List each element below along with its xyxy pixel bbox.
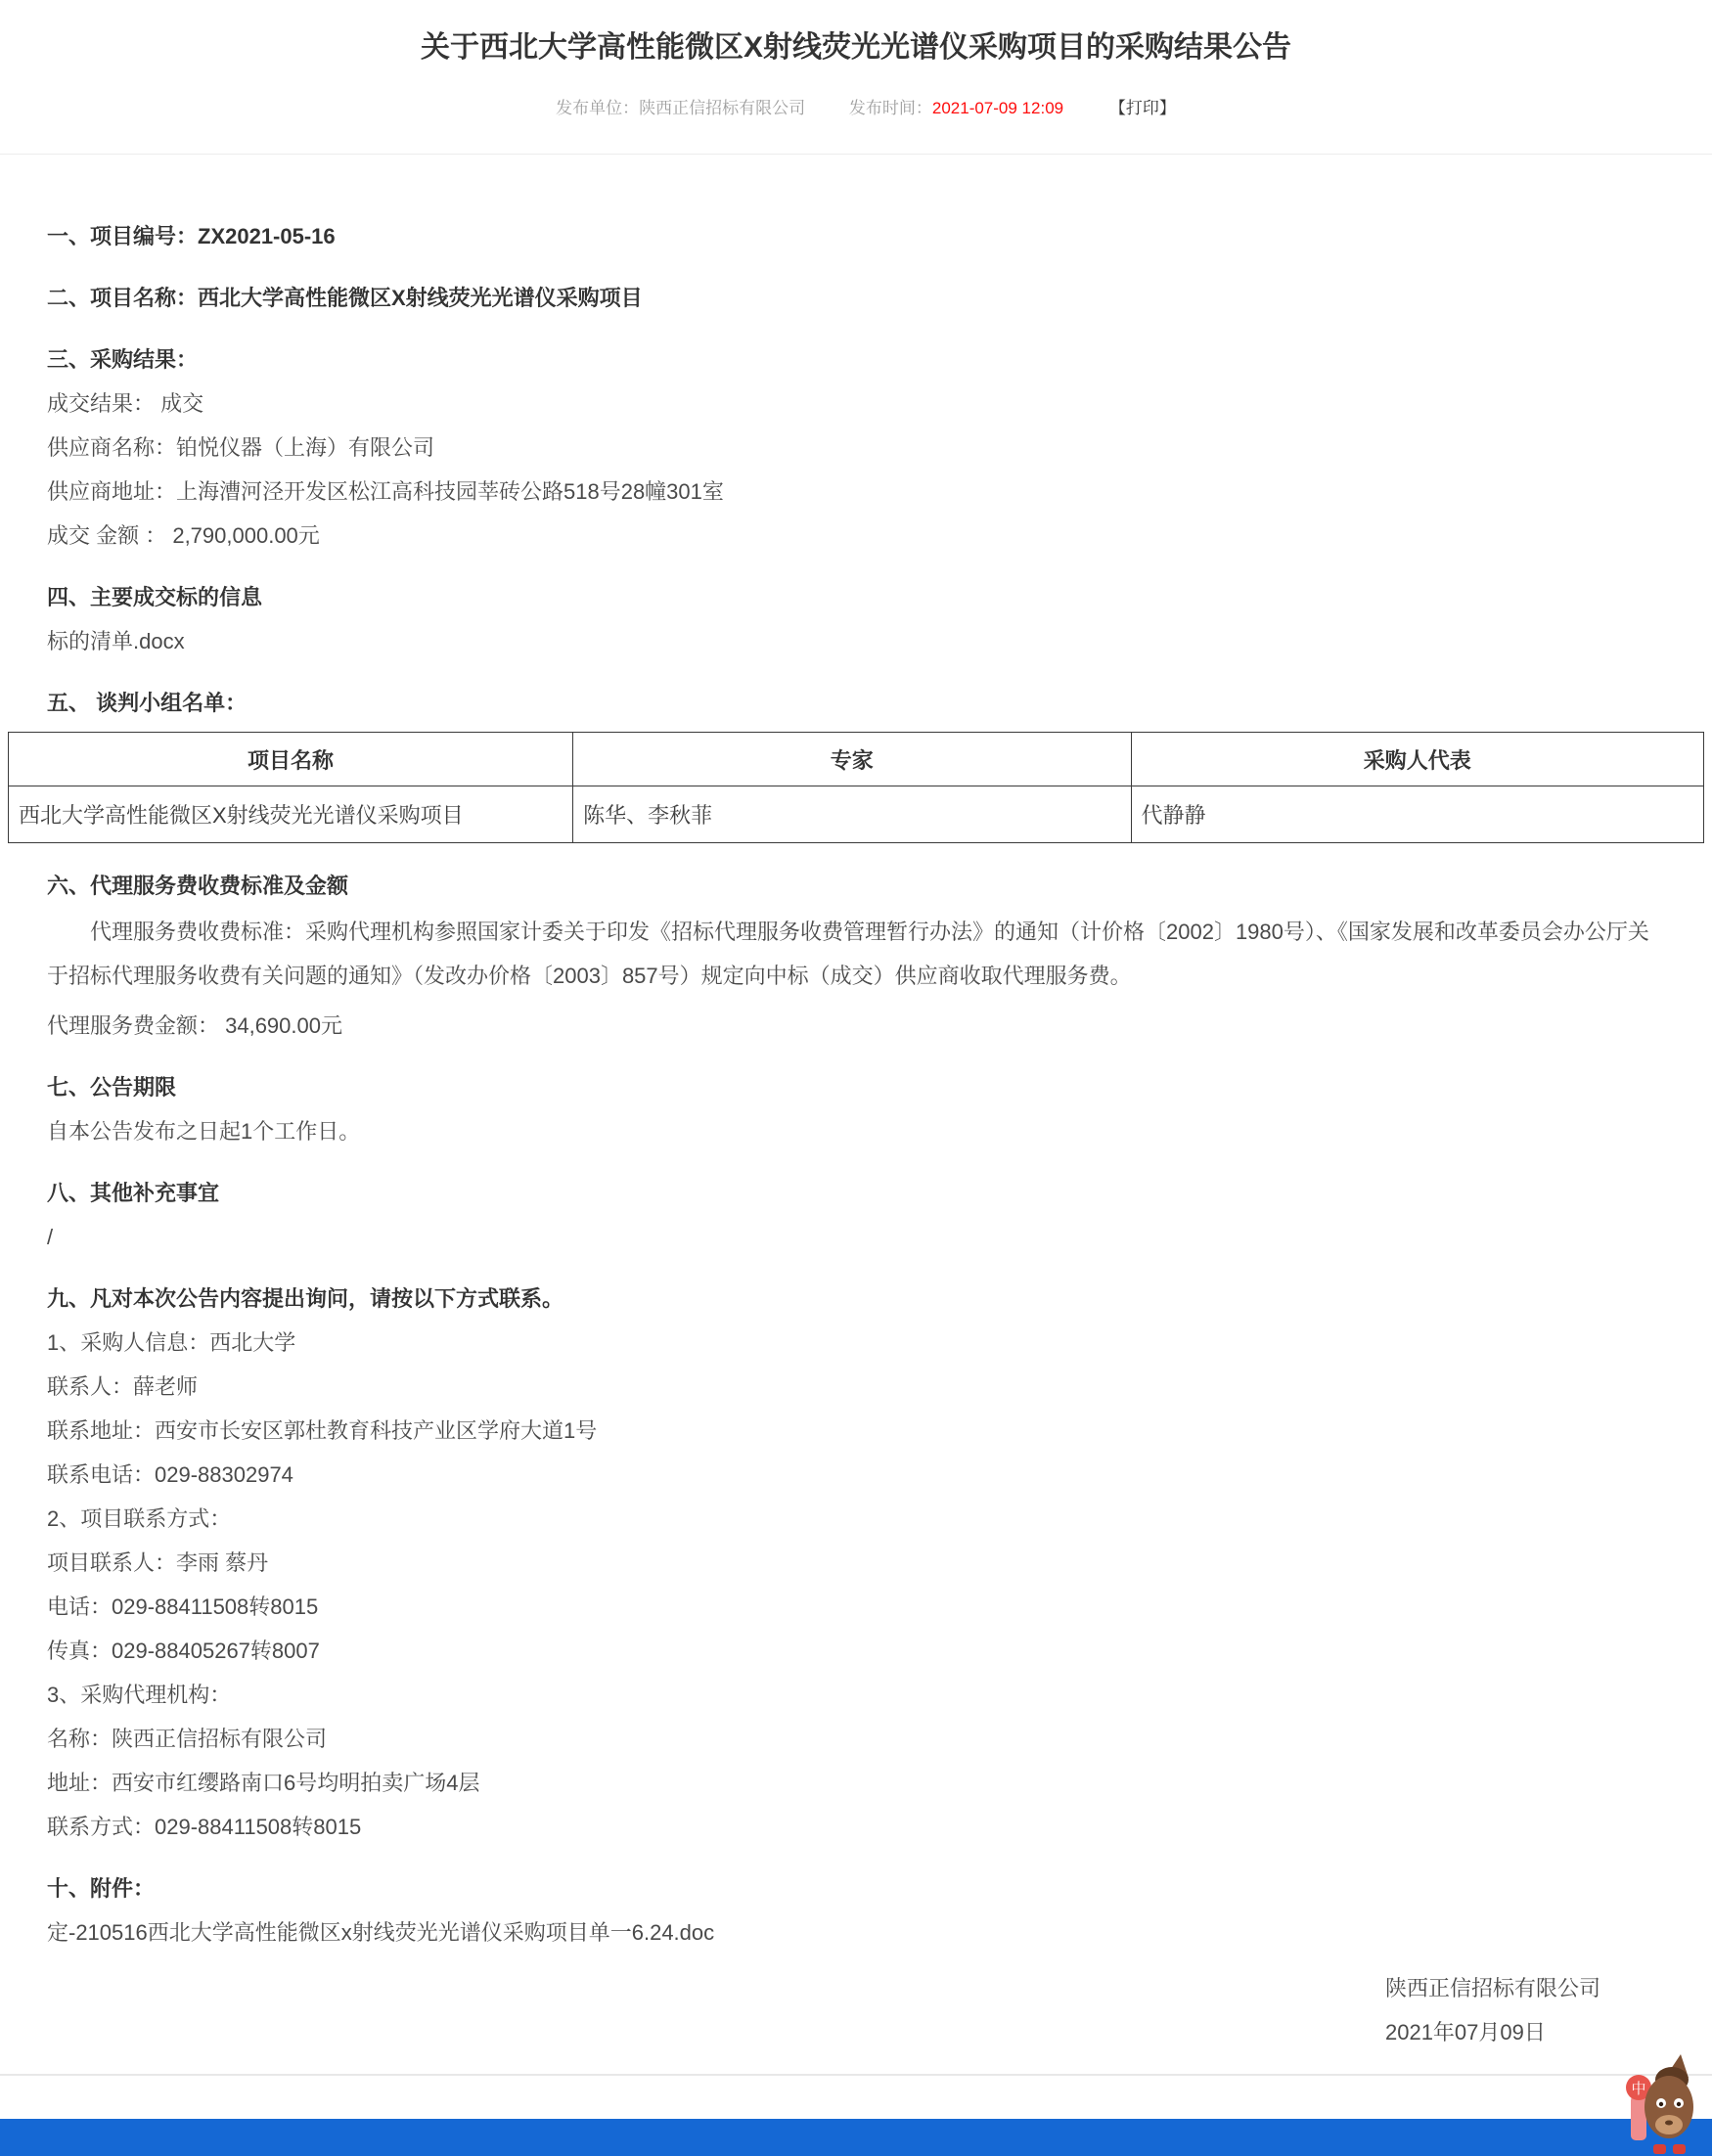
cell-experts: 陈华、李秋菲 bbox=[573, 786, 1131, 843]
publish-info-line bbox=[0, 94, 1712, 118]
page-header bbox=[0, 0, 1712, 155]
line-contact-person: 联系人：薛老师 bbox=[47, 1374, 199, 1399]
line-project-contact-person: 项目联系人：李雨 蔡丹 bbox=[47, 1550, 269, 1575]
heading-attachment: 十、附件： bbox=[47, 1876, 156, 1901]
column-header-purchaser-rep: 采购人代表 bbox=[1131, 733, 1703, 786]
line-contact-address: 联系地址：西安市长安区郭杜教育科技产业区学府大道1号 bbox=[47, 1418, 598, 1443]
line-agency-address: 地址：西安市红缨路南口6号均明拍卖广场4层 bbox=[47, 1771, 480, 1795]
heading-agency-fee: 六、代理服务费收费标准及金额 bbox=[47, 874, 349, 898]
line-purchaser-info: 1、采购人信息：西北大学 bbox=[47, 1330, 296, 1355]
heading-other-supplement: 八、其他补充事宜 bbox=[47, 1181, 220, 1205]
attachment-doc-link[interactable]: 定-210516西北大学高性能微区x射线荧光光谱仪采购项目单一6.24.doc bbox=[47, 1920, 715, 1945]
table-row bbox=[9, 786, 1704, 843]
line-project-fax: 传真：029-88405267转8007 bbox=[47, 1639, 320, 1663]
mascot-graphic bbox=[1616, 2052, 1698, 2154]
print-button[interactable]: 【打印】 bbox=[1108, 99, 1176, 117]
cell-purchaser-rep: 代静静 bbox=[1131, 786, 1703, 843]
column-header-project-name: 项目名称 bbox=[9, 733, 573, 786]
line-agency-name: 名称：陕西正信招标有限公司 bbox=[47, 1727, 328, 1751]
cell-project-name: 西北大学高性能微区X射线荧光光谱仪采购项目 bbox=[9, 786, 573, 843]
publish-time-label: 发布时间： bbox=[848, 99, 932, 117]
heading-procurement-result: 三、采购结果： bbox=[47, 347, 199, 372]
footer-blue-bar bbox=[0, 2119, 1712, 2156]
heading-announcement-period: 七、公告期限 bbox=[47, 1075, 177, 1100]
footer-divider bbox=[0, 2074, 1712, 2119]
mascot-badge-text: 中 bbox=[1631, 2080, 1646, 2097]
subject-list-attachment-link[interactable]: 标的清单.docx bbox=[47, 629, 185, 653]
line-supplier-address: 供应商地址：上海漕河泾开发区松江高科技园莘砖公路518号28幢301室 bbox=[47, 479, 724, 504]
signature-date: 2021年07月09日 bbox=[1384, 2020, 1546, 2044]
page-title: 关于西北大学高性能微区X射线荧光光谱仪采购项目的采购结果公告 bbox=[420, 31, 1291, 64]
heading-contact-intro: 九、凡对本次公告内容提出询问，请按以下方式联系。 bbox=[47, 1286, 564, 1311]
line-project-contact-heading: 2、项目联系方式： bbox=[47, 1506, 232, 1531]
line-agency-fee-amount: 代理服务费金额： 34,690.00元 bbox=[47, 1013, 342, 1038]
line-agency-phone: 联系方式：029-88411508转8015 bbox=[47, 1815, 362, 1839]
heading-project-name: 二、项目名称：西北大学高性能微区X射线荧光光谱仪采购项目 bbox=[47, 286, 643, 310]
line-deal-result: 成交结果： 成交 bbox=[47, 391, 204, 416]
line-contact-phone: 联系电话：029-88302974 bbox=[47, 1462, 293, 1487]
line-agency-heading: 3、采购代理机构： bbox=[47, 1683, 232, 1707]
line-other-supplement: / bbox=[47, 1225, 54, 1249]
heading-main-subject-info: 四、主要成交标的信息 bbox=[47, 585, 263, 609]
signature-block bbox=[1385, 1972, 1600, 2048]
line-announcement-period: 自本公告发布之日起1个工作日。 bbox=[47, 1119, 361, 1144]
negotiation-team-table bbox=[8, 732, 1704, 843]
line-project-phone: 电话：029-88411508转8015 bbox=[47, 1595, 319, 1619]
line-supplier-name: 供应商名称：铂悦仪器（上海）有限公司 bbox=[47, 435, 435, 460]
para-agency-fee-standard: 代理服务费收费标准：采购代理机构参照国家计委关于印发《招标代理服务收费管理暂行办法》的通知（计价格〔2002〕1980号）、《国家发展和改革委员会办公厅关于招标代理服务收费有关问题的通知》（发改办价格〔2003〕857号）规定向中标（成交）供应商收取代理服务费。 bbox=[47, 920, 1649, 988]
table-header-row bbox=[9, 733, 1704, 786]
publisher-label: 发布单位：陕西正信招标有限公司 bbox=[556, 99, 806, 117]
line-deal-amount: 成交 金额 ： 2,790,000.00元 bbox=[47, 523, 320, 548]
heading-negotiation-team: 五、 谈判小组名单： bbox=[47, 691, 248, 715]
signature-company: 陕西正信招标有限公司 bbox=[1384, 1976, 1600, 2000]
announcement-body bbox=[0, 220, 1712, 2048]
page-footer bbox=[0, 2074, 1712, 2154]
heading-project-number: 一、项目编号：ZX2021-05-16 bbox=[47, 224, 336, 248]
column-header-experts: 专家 bbox=[573, 733, 1131, 786]
publish-time bbox=[849, 99, 1063, 117]
publish-time-value: 2021-07-09 12:09 bbox=[931, 99, 1064, 117]
